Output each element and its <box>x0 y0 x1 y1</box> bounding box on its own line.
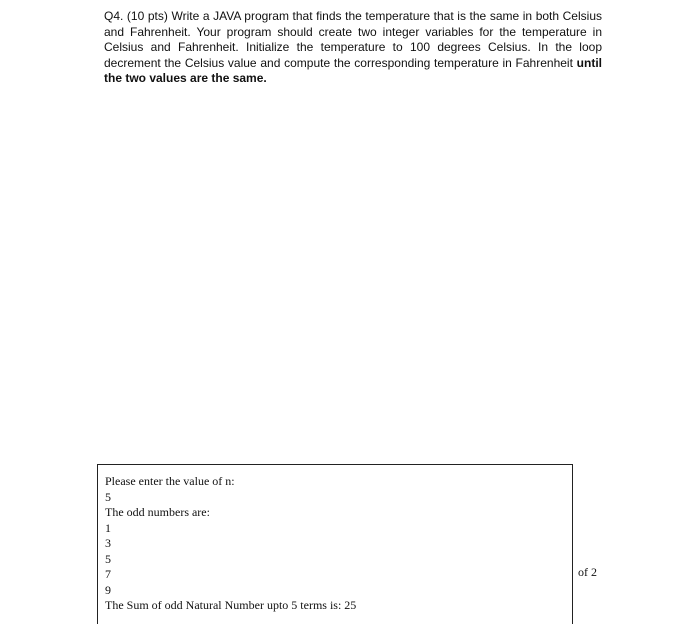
output-odd-number: 1 <box>105 520 111 535</box>
output-heading-line: The odd numbers are: <box>105 505 210 519</box>
question-text <box>104 9 602 87</box>
output-odd-number: 5 <box>105 551 111 566</box>
output-prompt-line: Please enter the value of n: <box>105 474 235 488</box>
question-body: Q4. (10 pts) Write a JAVA program that finds the temperature that is the same in both Celsius and Fahrenheit. Your program should create two integer variables for the temperature in Celsius and Fahrenheit. Initialize the temperature to 100 degrees Celsius. In the loop decrement the Celsius value and compute the corresponding temperature in Fahrenheit <box>104 9 602 70</box>
page-indicator: of 2 <box>578 565 597 579</box>
output-input-value: 5 <box>105 489 111 504</box>
output-odd-number: 3 <box>105 536 111 550</box>
output-odd-number: 9 <box>105 582 111 597</box>
console-output <box>105 474 356 614</box>
program-output-screenshot <box>97 464 573 624</box>
question-emphasis: until the two values are the same. <box>104 55 602 86</box>
output-odd-number: 7 <box>105 567 111 581</box>
output-sum-line: The Sum of odd Natural Number upto 5 terms is: 25 <box>105 598 357 612</box>
